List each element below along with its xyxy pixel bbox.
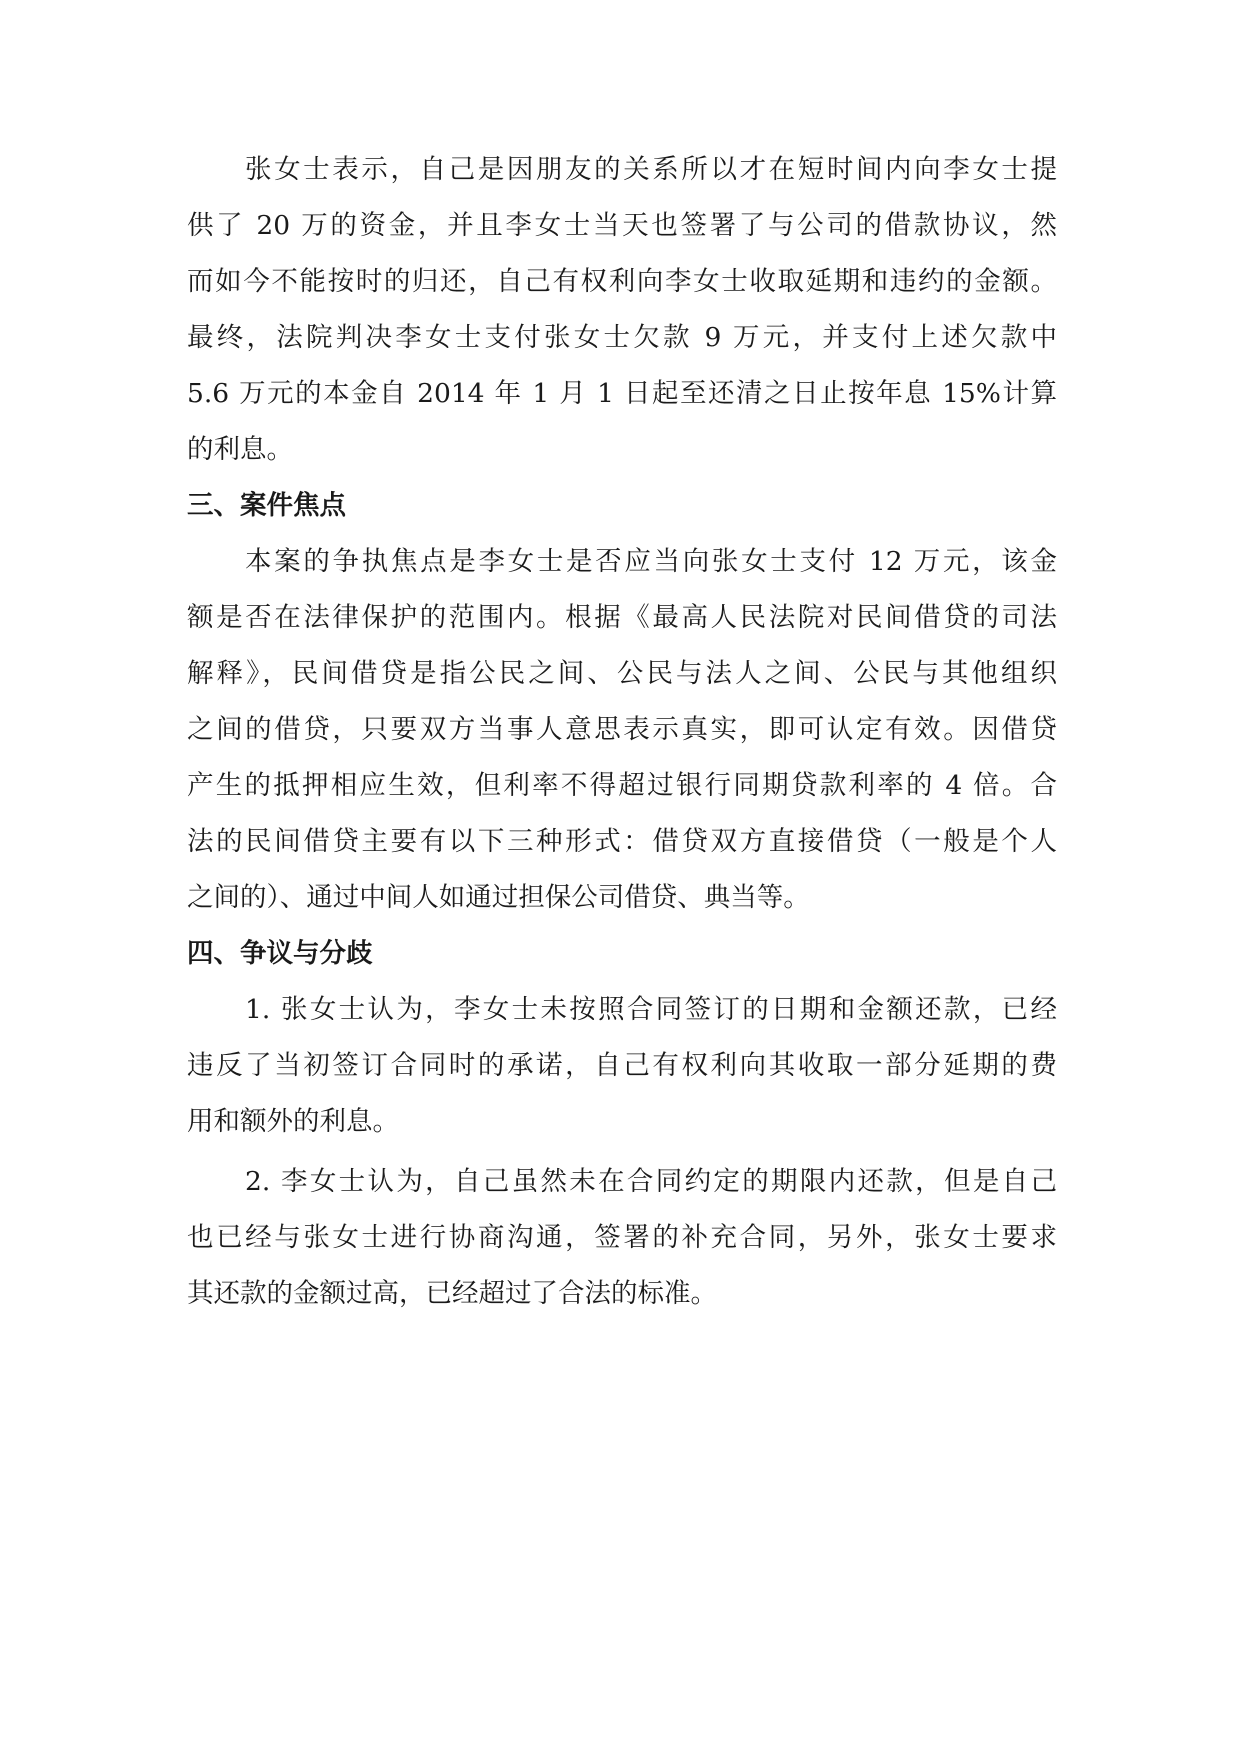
paragraph-1-line-5: 5.6 万元的本金自 2014 年 1 月 1 日起至还清之日止按年息 15%计算 bbox=[187, 378, 1057, 409]
item-2-line-2: 也已经与张女士进行协商沟通，签署的补充合同，另外，张女士要求 bbox=[187, 1222, 1057, 1253]
section-heading-case-focus: 三、案件焦点 bbox=[187, 490, 346, 521]
paragraph-1-line-4: 最终，法院判决李女士支付张女士欠款 9 万元，并支付上述欠款中 bbox=[187, 322, 1057, 353]
item-1-line-1: 1. 张女士认为，李女士未按照合同签订的日期和金额还款，已经 bbox=[245, 994, 1057, 1025]
paragraph-2-line-1: 本案的争执焦点是李女士是否应当向张女士支付 12 万元，该金 bbox=[245, 546, 1057, 577]
paragraph-2-line-5: 产生的抵押相应生效，但利率不得超过银行同期贷款利率的 4 倍。合 bbox=[187, 770, 1057, 801]
item-1-line-2: 违反了当初签订合同时的承诺，自己有权利向其收取一部分延期的费 bbox=[187, 1050, 1057, 1081]
paragraph-1-line-3: 而如今不能按时的归还，自己有权利向李女士收取延期和违约的金额。 bbox=[187, 266, 1057, 297]
item-1-line-3: 用和额外的利息。 bbox=[187, 1106, 399, 1137]
paragraph-1-line-6: 的利息。 bbox=[187, 434, 293, 465]
paragraph-2-line-3: 解释》，民间借贷是指公民之间、公民与法人之间、公民与其他组织 bbox=[187, 658, 1057, 689]
paragraph-2-line-6: 法的民间借贷主要有以下三种形式：借贷双方直接借贷（一般是个人 bbox=[187, 826, 1057, 857]
item-2-line-1: 2. 李女士认为，自己虽然未在合同约定的期限内还款，但是自己 bbox=[245, 1166, 1057, 1197]
paragraph-2-line-7: 之间的）、通过中间人如通过担保公司借贷、典当等。 bbox=[187, 882, 810, 913]
section-heading-disputes: 四、争议与分歧 bbox=[187, 938, 373, 969]
paragraph-1-line-1: 张女士表示，自己是因朋友的关系所以才在短时间内向李女士提 bbox=[245, 154, 1057, 185]
item-2-line-3: 其还款的金额过高，已经超过了合法的标准。 bbox=[187, 1278, 717, 1309]
paragraph-2-line-4: 之间的借贷，只要双方当事人意思表示真实，即可认定有效。因借贷 bbox=[187, 714, 1057, 745]
paragraph-1-line-2: 供了 20 万的资金，并且李女士当天也签署了与公司的借款协议，然 bbox=[187, 210, 1057, 241]
paragraph-2-line-2: 额是否在法律保护的范围内。根据《最高人民法院对民间借贷的司法 bbox=[187, 602, 1057, 633]
